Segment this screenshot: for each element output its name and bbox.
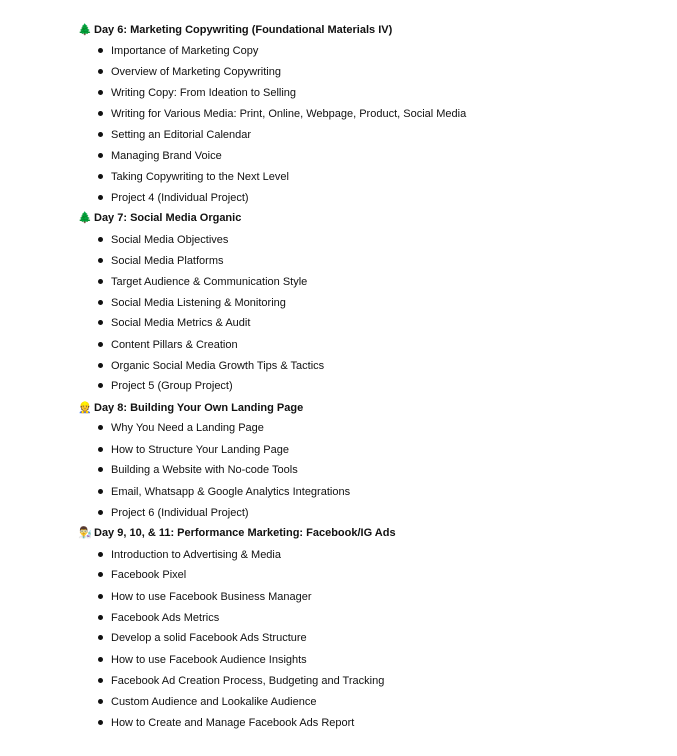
list-item: Importance of Marketing Copy xyxy=(98,44,258,58)
list-item: Custom Audience and Lookalike Audience xyxy=(98,695,316,709)
list-item: How to Structure Your Landing Page xyxy=(98,443,289,457)
section-heading-day-8 xyxy=(78,401,303,415)
section-title: Day 7: Social Media Organic xyxy=(94,212,242,224)
list-item: Facebook Pixel xyxy=(98,568,186,582)
bullet-icon xyxy=(98,90,103,95)
bullet-icon xyxy=(98,594,103,599)
bullet-icon xyxy=(98,699,103,704)
list-item: Social Media Metrics & Audit xyxy=(98,316,250,330)
bullet-icon xyxy=(98,279,103,284)
bullet-icon xyxy=(98,467,103,472)
section-heading-day-7 xyxy=(78,211,241,225)
list-item: How to use Facebook Audience Insights xyxy=(98,653,307,667)
section-heading-day-9-10-11 xyxy=(78,526,396,540)
list-item: Target Audience & Communication Style xyxy=(98,275,307,289)
list-item: Writing for Various Media: Print, Online, Webpage, Product, Social Media xyxy=(98,107,466,121)
list-item: Organic Social Media Growth Tips & Tactics xyxy=(98,359,324,373)
tree-icon: 🌲 xyxy=(78,212,92,224)
bullet-icon xyxy=(98,258,103,263)
bullet-icon xyxy=(98,615,103,620)
list-item: Develop a solid Facebook Ads Structure xyxy=(98,631,307,645)
list-item: Email, Whatsapp & Google Analytics Integrations xyxy=(98,485,350,499)
bullet-icon xyxy=(98,447,103,452)
list-item: Managing Brand Voice xyxy=(98,149,222,163)
section-title: Day 8: Building Your Own Landing Page xyxy=(94,402,304,414)
bullet-icon xyxy=(98,720,103,725)
bullet-icon xyxy=(98,510,103,515)
list-item: Writing Copy: From Ideation to Selling xyxy=(98,86,296,100)
section-title: Day 9, 10, & 11: Performance Marketing: Facebook/IG Ads xyxy=(94,527,396,539)
bullet-icon xyxy=(98,69,103,74)
bullet-icon xyxy=(98,552,103,557)
list-item: Social Media Platforms xyxy=(98,254,224,268)
list-item: Introduction to Advertising & Media xyxy=(98,548,281,562)
bullet-icon xyxy=(98,363,103,368)
bullet-icon xyxy=(98,383,103,388)
bullet-icon xyxy=(98,153,103,158)
list-item: Overview of Marketing Copywriting xyxy=(98,65,281,79)
list-item: Facebook Ad Creation Process, Budgeting and Tracking xyxy=(98,674,384,688)
bullet-icon xyxy=(98,489,103,494)
bullet-icon xyxy=(98,111,103,116)
bullet-icon xyxy=(98,425,103,430)
list-item: Social Media Objectives xyxy=(98,233,228,247)
bullet-icon xyxy=(98,635,103,640)
list-item: Social Media Listening & Monitoring xyxy=(98,296,286,310)
list-item: Taking Copywriting to the Next Level xyxy=(98,170,289,184)
bullet-icon xyxy=(98,657,103,662)
bullet-icon xyxy=(98,237,103,242)
bullet-icon xyxy=(98,195,103,200)
bullet-icon xyxy=(98,300,103,305)
list-item: Setting an Editorial Calendar xyxy=(98,128,251,142)
list-item: Content Pillars & Creation xyxy=(98,338,238,352)
list-item: Project 5 (Group Project) xyxy=(98,379,233,393)
construction-worker-icon: 👷 xyxy=(78,402,92,414)
bullet-icon xyxy=(98,678,103,683)
bullet-icon xyxy=(98,48,103,53)
section-title: Day 6: Marketing Copywriting (Foundational Materials IV) xyxy=(94,24,393,36)
list-item: Project 6 (Individual Project) xyxy=(98,506,249,520)
bullet-icon xyxy=(98,572,103,577)
bullet-icon xyxy=(98,342,103,347)
bullet-icon xyxy=(98,174,103,179)
list-item: Why You Need a Landing Page xyxy=(98,421,264,435)
list-item: Building a Website with No-code Tools xyxy=(98,463,298,477)
bullet-icon xyxy=(98,320,103,325)
list-item: Facebook Ads Metrics xyxy=(98,611,219,625)
tree-icon: 🌲 xyxy=(78,24,92,36)
bullet-icon xyxy=(98,132,103,137)
list-item: How to use Facebook Business Manager xyxy=(98,590,312,604)
list-item: Project 4 (Individual Project) xyxy=(98,191,249,205)
scientist-icon: 👨‍🔬 xyxy=(78,527,92,539)
list-item: How to Create and Manage Facebook Ads Report xyxy=(98,716,354,730)
section-heading-day-6 xyxy=(78,23,392,37)
